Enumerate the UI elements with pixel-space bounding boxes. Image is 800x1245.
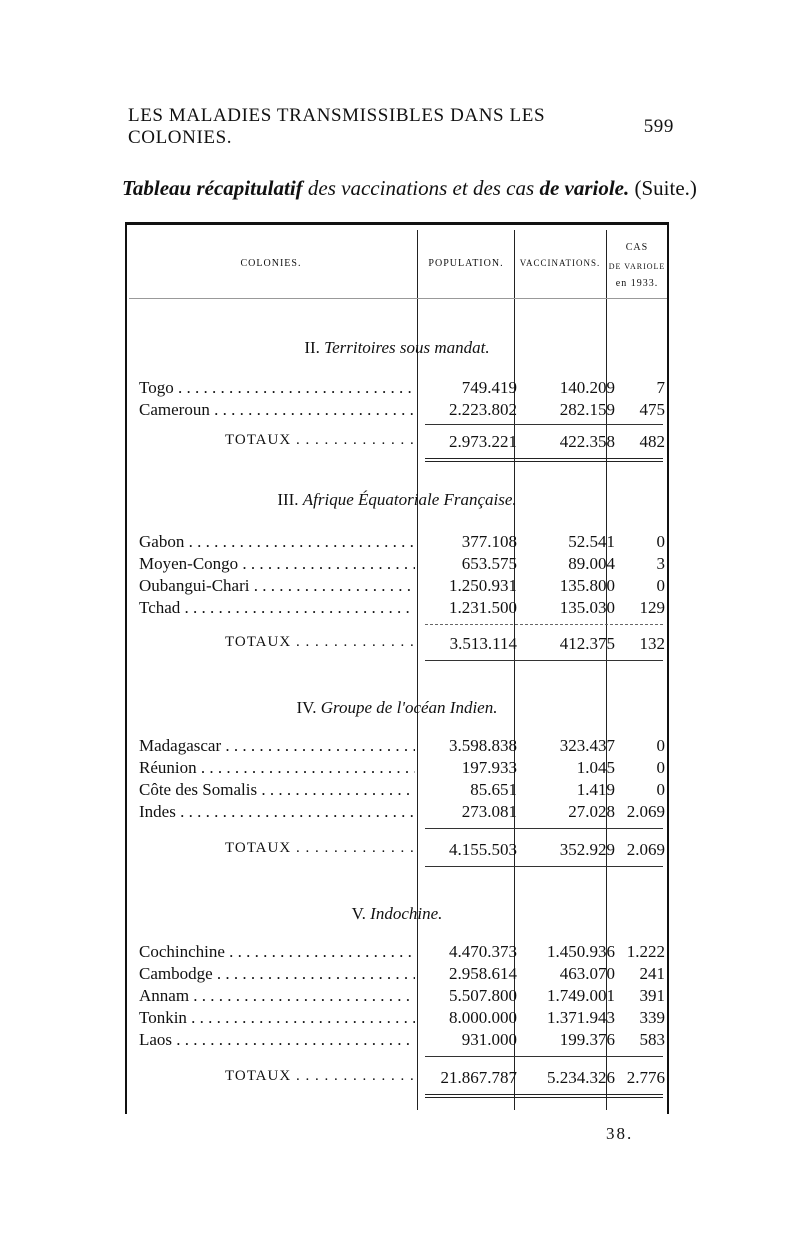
- colonie-name: Togo . . .: [139, 378, 415, 398]
- section-number: IV.: [296, 698, 317, 717]
- cas-value: 0: [656, 736, 665, 755]
- table-row: [139, 736, 669, 758]
- population-value: 749.419: [461, 378, 517, 397]
- population-value: 1.231.500: [449, 598, 517, 617]
- vaccinations-value: 1.749.001: [547, 986, 615, 1005]
- table-row: [139, 758, 669, 780]
- table-row: [139, 554, 669, 576]
- colonie-name: Laos . . .: [139, 1030, 415, 1050]
- cas-value: 1.222: [626, 942, 665, 961]
- population-total: 4.155.503: [449, 840, 517, 859]
- population-value: 2.958.614: [449, 964, 517, 983]
- colonie-name: Cochinchine . . .: [139, 942, 415, 962]
- running-title: LES MALADIES TRANSMISSIBLES DANS LES COLONIES.: [128, 105, 546, 148]
- table-row: [139, 378, 669, 400]
- subtotal-rule: [425, 1056, 663, 1057]
- vaccinations-value: 1.419: [576, 780, 615, 799]
- vaccinations-total: 422.358: [559, 432, 615, 451]
- colonie-name: Madagascar . . .: [139, 736, 415, 756]
- population-value: 2.223.802: [449, 400, 517, 419]
- vaccinations-value: 1.450.936: [547, 942, 615, 961]
- data-table: [125, 222, 669, 1114]
- table-row: [139, 780, 669, 802]
- section-title-ii: [125, 338, 669, 358]
- colonie-name: Cambodge . . .: [139, 964, 415, 984]
- population-value: 273.081: [461, 802, 517, 821]
- population-value: 197.933: [461, 758, 517, 777]
- population-total: 21.867.787: [440, 1068, 517, 1087]
- population-value: 85.651: [470, 780, 517, 799]
- vaccinations-value: 282.159: [559, 400, 615, 419]
- cas-total: 482: [639, 432, 665, 451]
- vaccinations-value: 135.030: [559, 598, 615, 617]
- signature-mark: 38.: [606, 1124, 634, 1143]
- table-top-rule: [125, 222, 669, 225]
- table-row: [139, 1008, 669, 1030]
- table-row: [139, 942, 669, 964]
- cas-value: 0: [656, 576, 665, 595]
- vaccinations-value: 27.028: [568, 802, 615, 821]
- table-title-part3: de variole.: [539, 176, 630, 200]
- population-value: 3.598.838: [449, 736, 517, 755]
- vaccinations-total: 412.375: [559, 634, 615, 653]
- table-title-suite: (Suite.): [634, 176, 697, 200]
- header-cas-line3: en 1933.: [615, 278, 659, 289]
- header-cas-line2: DE VARIOLE: [608, 262, 666, 271]
- section-name: Afrique Équatoriale Française.: [302, 490, 517, 509]
- vaccinations-value: 89.004: [568, 554, 615, 573]
- population-total: 3.513.114: [449, 634, 517, 653]
- vaccinations-total: 5.234.326: [547, 1068, 615, 1087]
- table-title-part2: des vaccinations et des cas: [307, 176, 535, 200]
- table-row: [139, 598, 669, 620]
- cas-value: 7: [656, 378, 665, 397]
- total-double-rule: [425, 458, 663, 462]
- cas-value: 0: [656, 780, 665, 799]
- vaccinations-value: 140.209: [559, 378, 615, 397]
- table-row: [139, 964, 669, 986]
- total-label: TOTAUX . . .: [139, 1068, 415, 1085]
- population-value: 1.250.931: [449, 576, 517, 595]
- running-header: [128, 105, 674, 148]
- cas-total: 2.069: [626, 840, 665, 859]
- table-row: [139, 532, 669, 554]
- cas-value: 0: [656, 532, 665, 551]
- colonie-name: Moyen-Congo . . .: [139, 554, 415, 574]
- population-value: 4.470.373: [449, 942, 517, 961]
- colonie-name: Annam . . .: [139, 986, 415, 1006]
- header-bottom-rule: [129, 298, 667, 299]
- cas-value: 2.069: [626, 802, 665, 821]
- vaccinations-value: 323.437: [559, 736, 615, 755]
- table-row: [139, 400, 669, 422]
- section-name: Indochine.: [370, 904, 443, 923]
- section-name: Territoires sous mandat.: [324, 338, 490, 357]
- population-value: 653.575: [461, 554, 517, 573]
- colonie-name: Indes . . .: [139, 802, 415, 822]
- total-label: TOTAUX . . .: [139, 634, 415, 651]
- section-title-iii: [125, 490, 669, 510]
- vaccinations-value: 463.070: [559, 964, 615, 983]
- cas-total: 132: [639, 634, 665, 653]
- vaccinations-value: 199.376: [559, 1030, 615, 1049]
- page-number: 599: [643, 116, 674, 137]
- subtotal-rule: [425, 828, 663, 829]
- cas-value: 3: [656, 554, 665, 573]
- cas-value: 391: [639, 986, 665, 1005]
- population-value: 5.507.800: [449, 986, 517, 1005]
- subtotal-rule: [425, 624, 663, 626]
- vaccinations-total: 352.929: [559, 840, 615, 859]
- vaccinations-value: 1.045: [576, 758, 615, 777]
- cas-total: 2.776: [626, 1068, 665, 1087]
- table-row: [139, 802, 669, 824]
- section-name: Groupe de l'océan Indien.: [320, 698, 498, 717]
- total-row: [139, 634, 669, 656]
- table-title-part1: Tableau récapitulatif: [122, 176, 303, 200]
- table-row: [139, 576, 669, 598]
- cas-value: 129: [639, 598, 665, 617]
- table-row: [139, 986, 669, 1008]
- vaccinations-value: 135.800: [559, 576, 615, 595]
- total-row: [139, 432, 669, 454]
- cas-value: 339: [639, 1008, 665, 1027]
- section-number: V.: [351, 904, 366, 923]
- cas-value: 475: [639, 400, 665, 419]
- cas-value: 241: [639, 964, 665, 983]
- colonie-name: Tonkin . . .: [139, 1008, 415, 1028]
- section-title-iv: [125, 698, 669, 718]
- colonie-name: Cameroun . . .: [139, 400, 415, 420]
- header-population: POPULATION.: [428, 258, 504, 269]
- total-row: [139, 840, 669, 862]
- total-rule: [425, 660, 663, 661]
- total-label: TOTAUX . . .: [139, 432, 415, 449]
- section-number: III.: [277, 490, 299, 509]
- section-title-v: [125, 904, 669, 924]
- section-number: II.: [304, 338, 320, 357]
- population-value: 377.108: [461, 532, 517, 551]
- table-row: [139, 1030, 669, 1052]
- colonie-name: Gabon . . .: [139, 532, 415, 552]
- population-value: 8.000.000: [449, 1008, 517, 1027]
- cas-value: 0: [656, 758, 665, 777]
- total-rule: [425, 866, 663, 867]
- colonie-name: Réunion . . .: [139, 758, 415, 778]
- header-vaccinations: VACCINATIONS.: [519, 258, 601, 268]
- header-colonies: COLONIES.: [240, 258, 302, 269]
- population-total: 2.973.221: [449, 432, 517, 451]
- total-row: [139, 1068, 669, 1090]
- total-label: TOTAUX . . .: [139, 840, 415, 857]
- population-value: 931.000: [461, 1030, 517, 1049]
- colonie-name: Oubangui-Chari . . .: [139, 576, 415, 596]
- colonie-name: Tchad . . .: [139, 598, 415, 618]
- table-title: [122, 176, 697, 201]
- total-double-rule: [425, 1094, 663, 1098]
- vaccinations-value: 52.541: [568, 532, 615, 551]
- header-cas-line1: CAS: [625, 242, 649, 253]
- vaccinations-value: 1.371.943: [547, 1008, 615, 1027]
- cas-value: 583: [639, 1030, 665, 1049]
- subtotal-rule: [425, 424, 663, 425]
- colonie-name: Côte des Somalis . . .: [139, 780, 415, 800]
